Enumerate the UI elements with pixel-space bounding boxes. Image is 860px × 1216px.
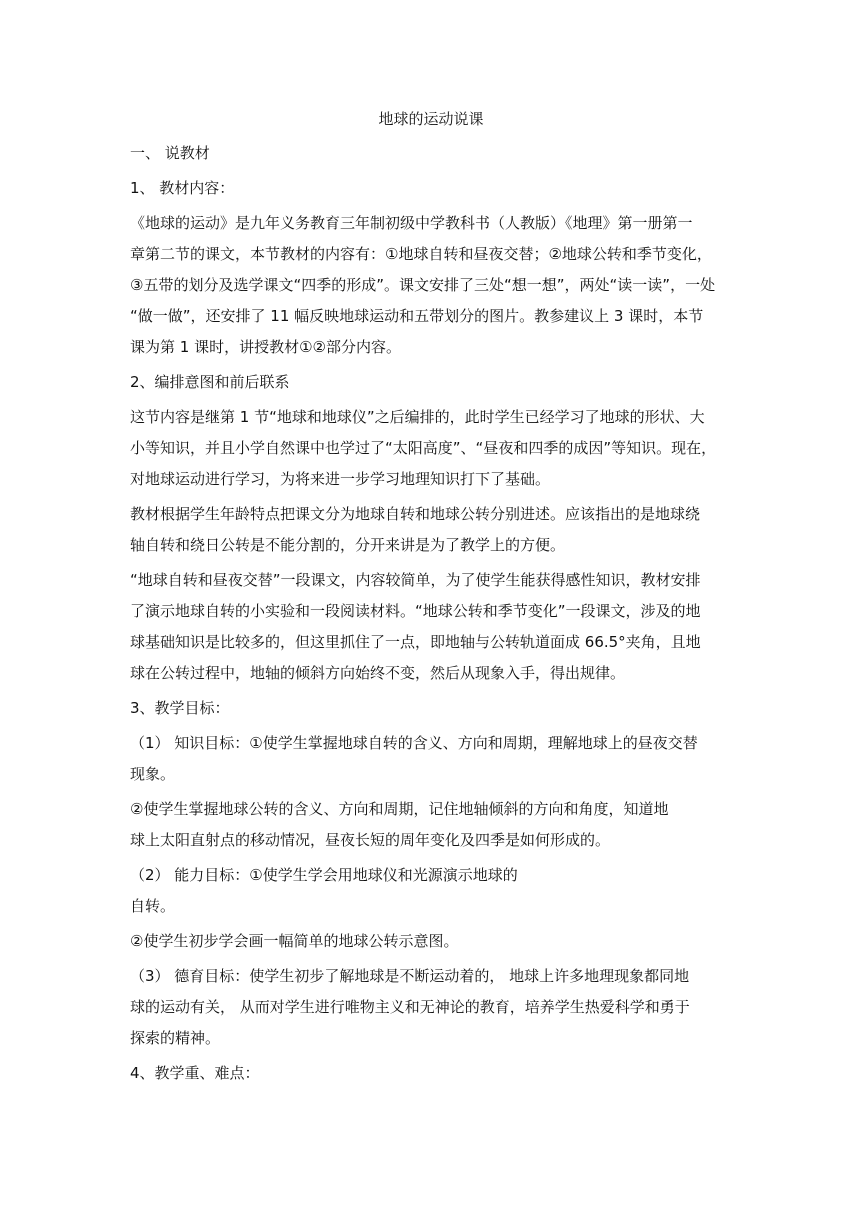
paragraph-knowledge-goal-2: [130, 794, 732, 856]
text-line: （3） 德育目标：使学生初步了解地球是不断运动着的， 地球上许多地理现象都同地: [130, 967, 690, 985]
text-line: 章第二节的课文，本节教材的内容有：①地球自转和昼夜交替；②地球公转和季节变化，: [130, 245, 712, 263]
paragraph-rotation-revolution: [130, 565, 732, 689]
text-line: “地球自转和昼夜交替”一段课文，内容较简单，为了使学生能获得感性知识，教材安排: [130, 571, 701, 589]
text-line: 轴自转和绕日公转是不能分割的，分开来讲是为了教学上的方便。: [130, 536, 566, 554]
text-line: （1） 知识目标：①使学生掌握地球自转的含义、方向和周期，理解地球上的昼夜交替: [130, 734, 698, 752]
text-line: 1、 教材内容：: [130, 179, 235, 197]
text-line: （2） 能力目标：①使学生学会用地球仪和光源演示地球的: [130, 866, 518, 884]
text-line: 2、编排意图和前后联系: [130, 373, 290, 391]
paragraph-arrangement: [130, 402, 732, 495]
text-line: 了演示地球自转的小实验和一段阅读材料。“地球公转和季节变化”一段课文，涉及的地: [130, 602, 701, 620]
text-line: 《地球的运动》是九年义务教育三年制初级中学教科书（人教版）《地理》第一册第一: [130, 214, 693, 232]
text-line: 球上太阳直射点的移动情况，昼夜长短的周年变化及四季是如何形成的。: [130, 831, 611, 849]
text-line: 课为第 1 课时，讲授教材①②部分内容。: [130, 338, 401, 356]
text-line: 3、教学目标：: [130, 699, 230, 717]
document-body: [130, 104, 732, 1093]
paragraph-ability-goal-2: [130, 926, 732, 957]
subheading-key-points: [130, 1058, 732, 1089]
text-line: “做一做”，还安排了 11 幅反映地球运动和五带划分的图片。教参建议上 3 课时，本节: [130, 307, 704, 325]
subheading-teaching-goals: [130, 693, 732, 724]
text-line: 自转。: [130, 897, 176, 915]
paragraph-moral-goal: [130, 961, 732, 1054]
text-line: 球在公转过程中，地轴的倾斜方向始终不变，然后从现象入手，得出规律。: [130, 664, 626, 682]
text-line: 探索的精神。: [130, 1029, 221, 1047]
text-line: 一、 说教材: [130, 144, 210, 162]
text-line: ②使学生掌握地球公转的含义、方向和周期，记住地轴倾斜的方向和角度，知道地: [130, 800, 669, 818]
document-title: 地球的运动说课: [378, 110, 484, 128]
paragraph-content-description: [130, 208, 732, 363]
text-line: 球基础知识是比较多的，但这里抓住了一点，即地轴与公转轨道面成 66.5°夹角，且地: [130, 633, 701, 651]
paragraph-age-features: [130, 499, 732, 561]
text-line: 小等知识，并且小学自然课中也学过了“太阳高度”、“昼夜和四季的成因”等知识。现在，: [130, 439, 717, 457]
text-line: 球的运动有关， 从而对学生进行唯物主义和无神论的教育，培养学生热爱科学和勇于: [130, 998, 690, 1016]
subheading-content: [130, 173, 732, 204]
text-line: 4、教学重、难点：: [130, 1064, 260, 1082]
text-line: 这节内容是继第 1 节“地球和地球仪”之后编排的，此时学生已经学习了地球的形状、大: [130, 408, 705, 426]
text-line: 现象。: [130, 765, 176, 783]
subheading-arrangement: [130, 367, 732, 398]
text-line: 教材根据学生年龄特点把课文分为地球自转和地球公转分别进述。应该指出的是地球绕: [130, 505, 701, 523]
text-line: 对地球运动进行学习，为将来进一步学习地理知识打下了基础。: [130, 470, 551, 488]
text-line: ③五带的划分及选学课文“四季的形成”。课文安排了三处“想一想”，两处“读一读”，一处: [130, 276, 716, 294]
paragraph-knowledge-goal: [130, 728, 732, 790]
paragraph-ability-goal: [130, 860, 732, 922]
text-line: ②使学生初步学会画一幅简单的地球公转示意图。: [130, 932, 459, 950]
section-heading-textbook: [130, 138, 732, 169]
